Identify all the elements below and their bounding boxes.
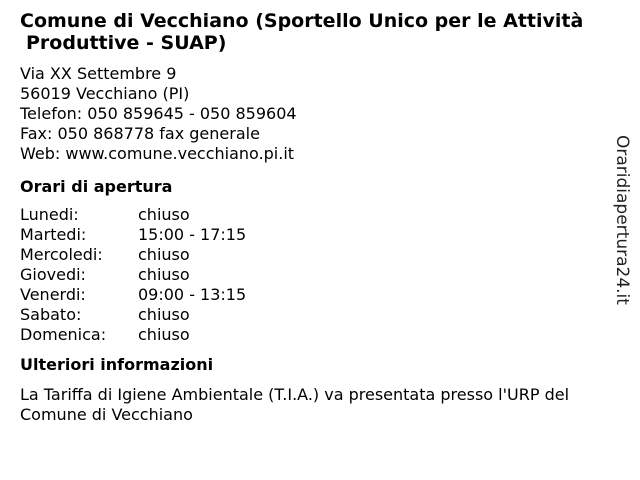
- page-title-line1: Comune di Vecchiano (Sportello Unico per le Attività: [20, 10, 584, 32]
- fax-number: Fax: 050 868778 fax generale: [20, 124, 260, 143]
- day-hours: chiuso: [138, 245, 190, 264]
- day-hours: chiuso: [138, 205, 190, 224]
- opening-hours-table: [20, 205, 610, 345]
- hours-row-monday: [20, 205, 610, 225]
- more-info-text: La Tariffa di Igiene Ambientale (T.I.A.) va presentata presso l'URP del Comune di Vecchiano: [20, 385, 570, 424]
- day-hours: 09:00 - 13:15: [138, 285, 247, 304]
- day-label: Martedi:: [20, 225, 87, 244]
- opening-hours-heading: Orari di apertura: [20, 177, 173, 196]
- day-label: Giovedi:: [20, 265, 86, 284]
- day-hours: 15:00 - 17:15: [138, 225, 247, 244]
- listing-page: [20, 10, 610, 425]
- city-address: 56019 Vecchiano (PI): [20, 84, 190, 103]
- day-label: Domenica:: [20, 325, 107, 344]
- phone-numbers: Telefon: 050 859645 - 050 859604: [20, 104, 297, 123]
- hours-row-saturday: [20, 305, 610, 325]
- hours-row-tuesday: [20, 225, 610, 245]
- day-hours: chiuso: [138, 265, 190, 284]
- hours-row-friday: [20, 285, 610, 305]
- address-block: [20, 64, 610, 164]
- day-label: Venerdi:: [20, 285, 86, 304]
- day-hours: chiuso: [138, 305, 190, 324]
- street-address: Via XX Settembre 9: [20, 64, 177, 83]
- page-title: [20, 10, 610, 54]
- hours-row-sunday: [20, 325, 610, 345]
- day-label: Lunedi:: [20, 205, 79, 224]
- day-label: Sabato:: [20, 305, 82, 324]
- more-info-heading: Ulteriori informazioni: [20, 355, 214, 374]
- site-watermark: Oraridiapertura24.it: [612, 135, 632, 305]
- day-hours: chiuso: [138, 325, 190, 344]
- page-title-line2: Produttive - SUAP): [26, 32, 227, 54]
- day-label: Mercoledi:: [20, 245, 103, 264]
- hours-row-thursday: [20, 265, 610, 285]
- website: Web: www.comune.vecchiano.pi.it: [20, 144, 295, 163]
- hours-row-wednesday: [20, 245, 610, 265]
